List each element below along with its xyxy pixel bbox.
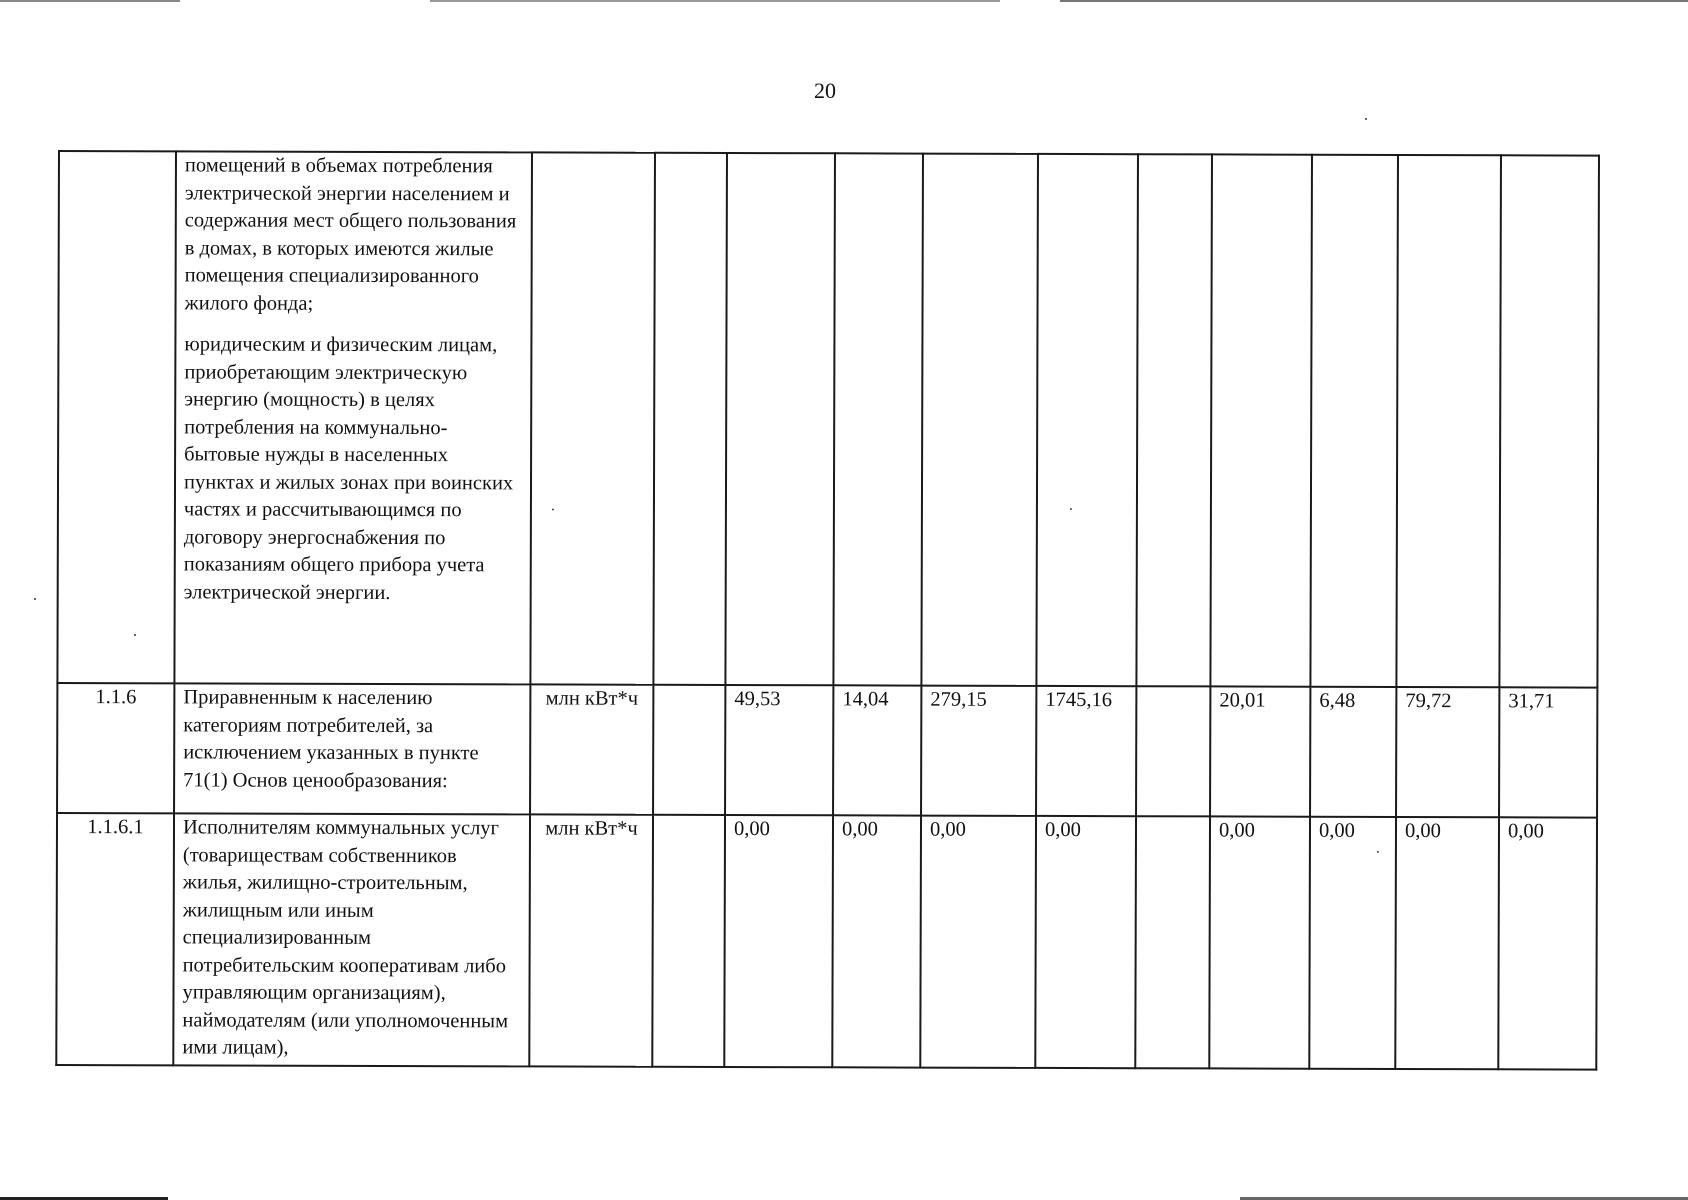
value-cell: [833, 153, 923, 685]
row-description-cell: [174, 151, 532, 684]
value-cell: [725, 153, 835, 685]
value-cell: 0,00: [1498, 817, 1597, 1069]
value-cell: 31,71: [1499, 687, 1597, 817]
scan-top-edge: [0, 0, 1688, 2]
tariff-balance-table: [55, 150, 1600, 1071]
table-row: [57, 683, 1597, 818]
value-cell: 0,00: [1395, 817, 1499, 1069]
value-cell: [1136, 686, 1210, 816]
row-number-cell: 1.1.6.1: [56, 813, 174, 1065]
value-cell: 0,00: [1209, 816, 1310, 1068]
value-cell: [921, 154, 1038, 686]
value-cell: 0,00: [920, 816, 1036, 1068]
value-cell: 0,00: [724, 815, 833, 1067]
value-cell: 20,01: [1210, 686, 1310, 816]
value-cell: 49,53: [725, 685, 833, 815]
value-cell: [1310, 155, 1398, 687]
value-cell: [1210, 154, 1312, 686]
row-number-cell: 1.1.6: [57, 683, 174, 813]
value-cell: [652, 815, 725, 1067]
value-cell: 0,00: [832, 815, 921, 1067]
description-paragraph: Приравненным к населению категориям потребителей, за исключением указанных в пункте 71(1) Основ ценообразования:: [183, 686, 479, 792]
value-cell: 279,15: [921, 686, 1036, 816]
value-cell: 6,48: [1310, 687, 1396, 817]
row-description-cell: [173, 813, 530, 1066]
description-paragraph: юридическим и физическим лицам, приобретающим электрическую энергию (мощность) в целях потребления на коммунально-бытовые нужды в населенных пунктах и жилых зонах при воинских частях и рассчитывающимся по договору энергоснабжения по показаниям общего прибора учета электрической энергии.: [183, 333, 514, 604]
table-row: [57, 151, 1599, 688]
unit-cell: млн кВт*ч: [529, 814, 653, 1066]
value-cell: 0,00: [1035, 816, 1136, 1068]
value-cell: 79,72: [1396, 687, 1499, 817]
scan-speck: [34, 598, 36, 600]
value-cell: [653, 685, 725, 815]
scan-speck: [134, 634, 136, 636]
description-paragraph: помещений в объемах потребления электрической энергии населением и содержания мест общего пользования в домах, в которых имеются жилые помещения специализированного жилого фонда;: [184, 154, 517, 315]
row-description-cell: [174, 683, 530, 814]
row-number-cell: [57, 151, 176, 683]
value-cell: [1499, 155, 1599, 687]
value-cell: 14,04: [833, 685, 921, 815]
value-cell: 0,00: [1309, 817, 1396, 1069]
unit-cell: [530, 152, 655, 684]
table-row: [56, 813, 1597, 1070]
scan-speck: [1365, 118, 1367, 120]
description-paragraph: Исполнителям коммунальных услуг (товариществам собственников жилья, жилищно-строительным, жилищным или иным специализированным потребительским кооперативам либо управляющим организациям), наймодателям (или уполномоченным ими лицам),: [182, 816, 509, 1059]
scan-speck: [1377, 851, 1379, 853]
value-cell: [653, 153, 727, 685]
value-cell: [1135, 816, 1210, 1068]
unit-cell: млн кВт*ч: [530, 684, 653, 814]
scan-speck: [552, 508, 554, 510]
value-cell: [1396, 155, 1501, 687]
value-cell: [1036, 154, 1138, 686]
value-cell: [1136, 154, 1212, 686]
scan-speck: [1070, 508, 1072, 510]
value-cell: 1745,16: [1036, 686, 1136, 816]
page-number: 20: [814, 78, 836, 103]
